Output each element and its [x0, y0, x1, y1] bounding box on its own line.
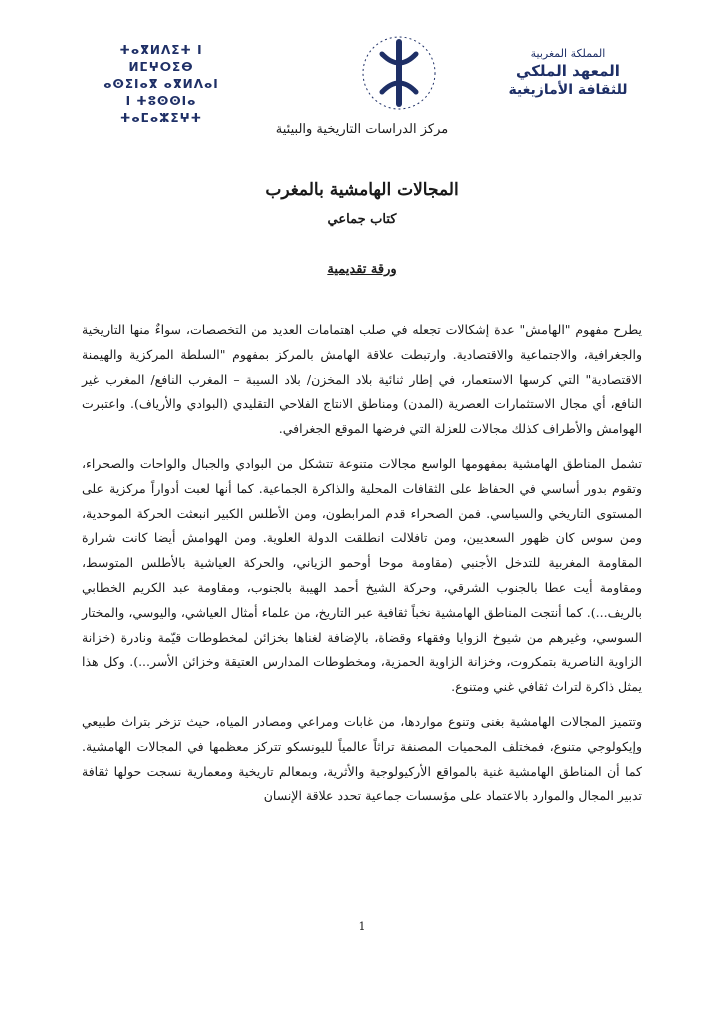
institution-line: المملكة المغربية — [530, 47, 606, 60]
document-subtitle: كتاب جماعي — [327, 212, 397, 227]
tifinagh-line: ⵜⴰⴳⵍⴷⵉⵜ ⵏ ⵍⵎⵖⵔⵉⴱ — [119, 43, 203, 74]
paragraph: وتتميز المجالات الهامشية بغنى وتنوع مواردها، من غابات ومراعي ومصادر المياه، حيث تزخر بتراث طبيعي وإيكولوجي متنوع، فمختلف المحميات المصنفة تراثاً عالمياً لليونسكو تتركز معظمها في المجالات الهامشية. كما أن المناطق الهامشية غنية بالمواقع الأركيولوجية والأثرية، وبمعالم تاريخية ومعمارية نسجت حولها ثقافة تدبير المجال والموارد بالاعتماد على مؤسسات جماعية تحدد علاقة الإنسان — [82, 713, 642, 804]
letterhead — [86, 28, 638, 125]
ircam-logo-icon — [354, 28, 444, 118]
research-center-name: مركز الدراسات التاريخية والبيئية — [275, 122, 449, 137]
section-heading: ورقة تقديمية — [327, 262, 397, 277]
page-number: 1 — [358, 920, 366, 933]
document-title: المجالات الهامشية بالمغرب — [265, 180, 459, 200]
paragraph: تشمل المناطق الهامشية بمفهومها الواسع مجالات متنوعة تتشكل من البوادي والجبال والواحات والصحراء، وتقوم بدور أساسي في الحفاظ على الثقافات المحلية والذاكرة الجماعية. كما أنها لعبت أدواراً مركزية على المستوى التاريخي والسياسي. فمن الصحراء قدم المرابطون، ومن الأطلس الكبير انبعثت الحركة الموحدية، ومن سوس كان ظهور السعديين، ومن تافلالت انطلقت الدولة العلوية. ومن الهوامش أيضا كانت شرارة المقاومة المغربية للتدخل الأجنبي (مقاومة موحا أوحمو الزياني، والحركة العياشية بالأطلس المتوسط، ومقاومة أيت عطا بالجنوب الشرقي، وحركة الشيخ أحمد الهيبة بالجنوب، ومقاومة عبد الكريم الخطابي بالريف...). كما أنتجت المناطق الهامشية نخباً ثقافية عبر التاريخ، من علماء أمثال العياشي، واليوسي، والمختار السوسي، وغيرهم من شيوخ الزوايا وفقهاء وقضاة، بالإضافة لغناها بخزائن لمخطوطات قيّمة ونادرة (خزانة الزاوية الناصرية بتمكروت، وخزانة الزاوية الحمزية، ومخطوطات المدارس العتيقة وخزائن الأسر...). وكل هذا يمثل ذاكرة لتراث ثقافي غني ومتنوع. — [82, 455, 642, 695]
institution-line: للثقافة الأمازيغية — [508, 82, 628, 98]
arabic-institution-name — [498, 46, 638, 100]
tifinagh-line: ⵏ ⵜⵓⵙⵙⵏⴰ ⵜⴰⵎⴰⵣⵉⵖⵜ — [119, 94, 203, 125]
tifinagh-institution-name — [86, 42, 236, 127]
body-text — [82, 318, 642, 819]
tifinagh-line: ⴰⵙⵉⵏⴰⴳ ⴰⴳⵍⴷⴰⵏ — [103, 77, 219, 91]
institution-line: المعهد الملكي — [516, 62, 620, 80]
paragraph: يطرح مفهوم "الهامش" عدة إشكالات تجعله في صلب اهتمامات العديد من التخصصات، سواءٌ منها التاريخية والجغرافية، والاجتماعية والاقتصادية. وارتبطت علاقة الهامش بالمركز بمفهوم "السلطة المركزية والهيمنة الاقتصادية" التي كرسها الاستعمار، في إطار ثنائية بلاد المخزن/ بلاد السيبة – المغرب النافع/ المغرب غير النافع، أي مجال الاستثمارات العصرية (المدن) ومناطق الانتاج الفلاحي التقليدي (البوادي والأرياف). واعتبرت الهوامش والأطراف كذلك مجالات للعزلة التي فرضها الموقع الجغرافي. — [82, 322, 642, 437]
